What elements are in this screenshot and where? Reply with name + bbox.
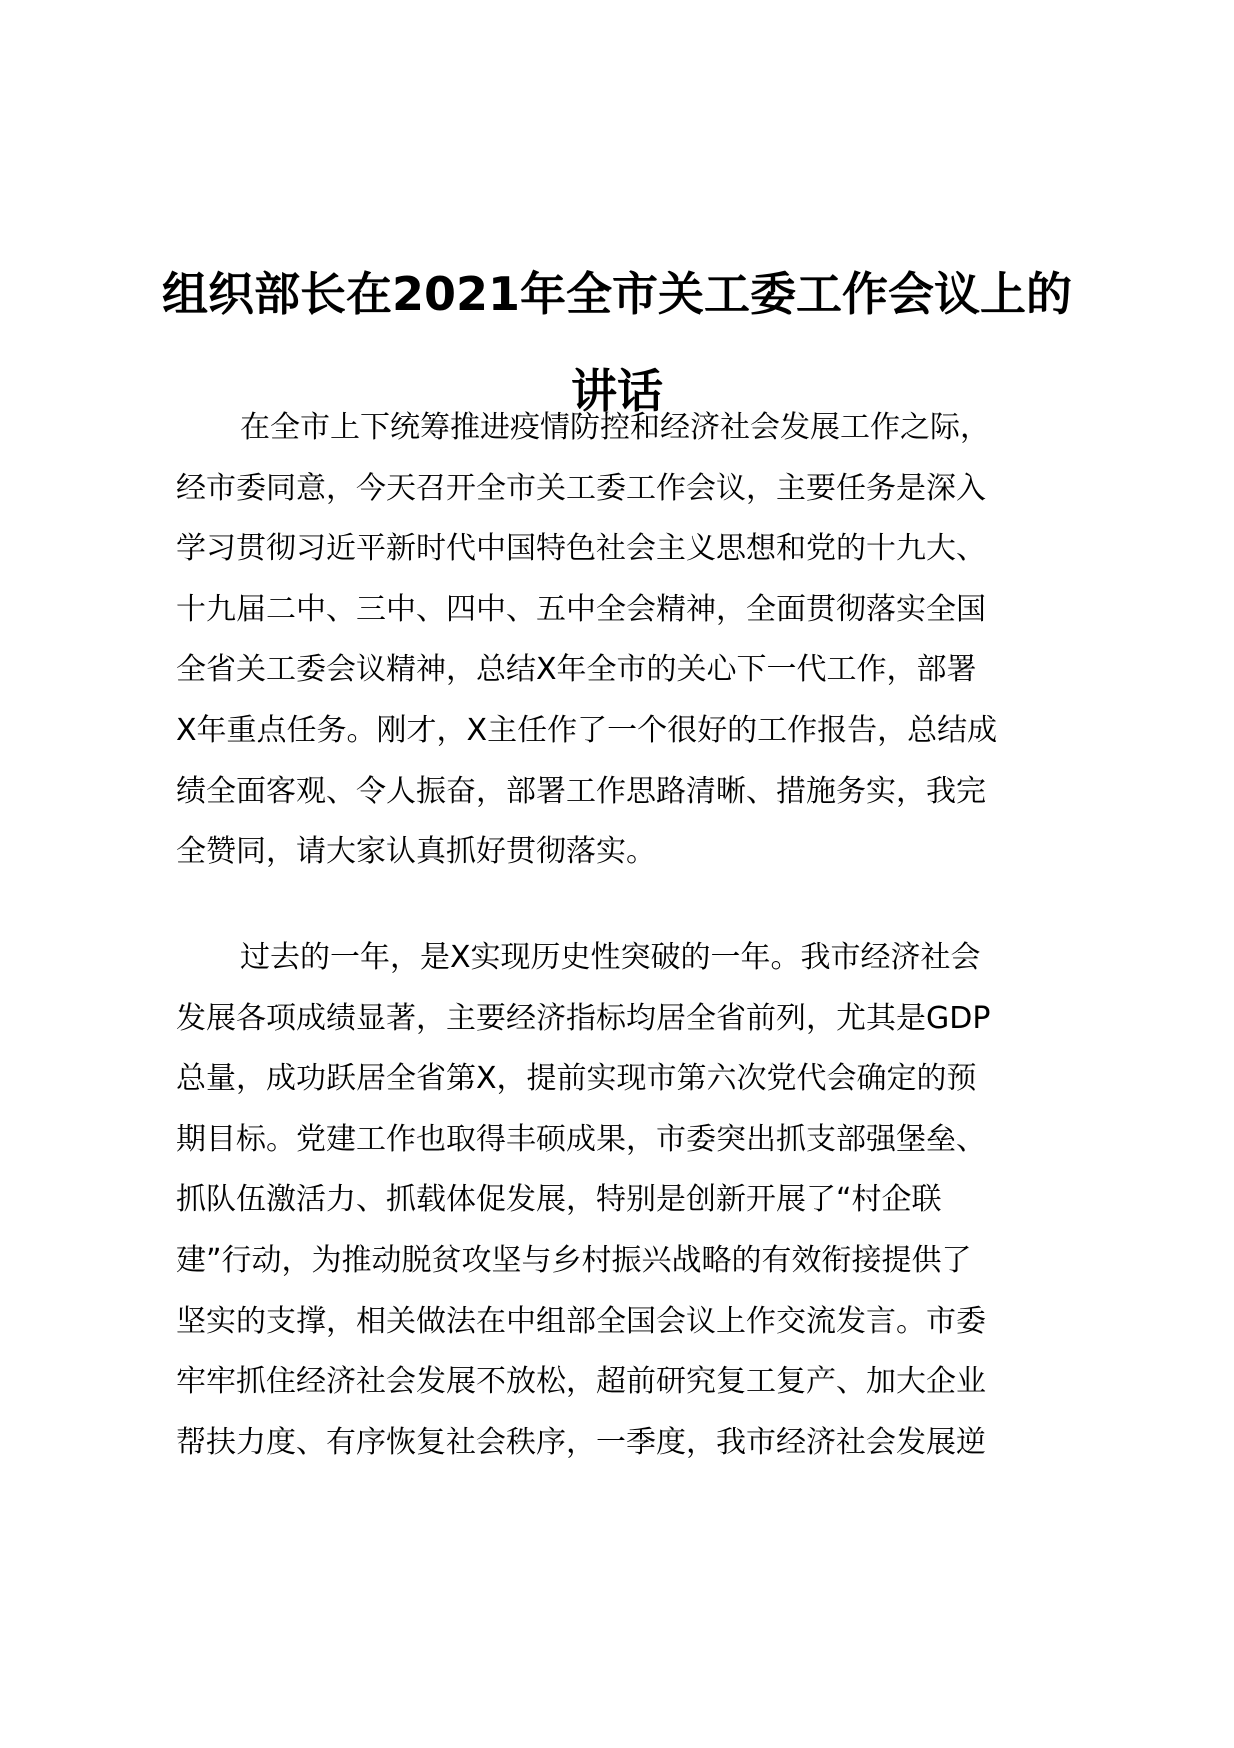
paragraph-1-line-7: 绩全面客观、令人振奋，部署工作思路清晰、措施务实，我完 — [176, 773, 986, 809]
paragraph-2-line-2: 发展各项成绩显著，主要经济指标均居全省前列，尤其是GDP — [176, 1000, 991, 1036]
paragraph-2-line-1: 过去的一年，是X实现历史性突破的一年。我市经济社会 — [240, 940, 981, 975]
paragraph-1-line-8: 全赞同，请大家认真抓好贯彻落实。 — [176, 834, 656, 870]
paragraph-1-line-3: 学习贯彻习近平新时代中国特色社会主义思想和党的十九大、 — [176, 531, 986, 567]
paragraph-2 — [176, 928, 1086, 1473]
paragraph-2-line-9: 帮扶力度、有序恢复社会秩序，一季度，我市经济社会发展逆 — [176, 1424, 986, 1460]
paragraph-1-line-2: 经市委同意，今天召开全市关工委工作会议，主要任务是深入 — [176, 470, 986, 506]
title-line-1: 组织部长在2021年全市关工委工作会议上的 — [161, 267, 1073, 321]
paragraph-2-line-8: 牢牢抓住经济社会发展不放松，超前研究复工复产、加大企业 — [176, 1364, 986, 1400]
paragraph-2-line-4: 期目标。党建工作也取得丰硕成果，市委突出抓支部强堡垒、 — [176, 1121, 986, 1157]
paragraph-2-line-3: 总量，成功跃居全省第X，提前实现市第六次党代会确定的预 — [176, 1061, 977, 1097]
paragraph-1 — [176, 398, 1086, 883]
paragraph-1-line-5: 全省关工委会议精神，总结X年全市的关心下一代工作，部署 — [176, 652, 977, 688]
paragraph-1-line-4: 十九届二中、三中、四中、五中全会精神，全面贯彻落实全国 — [176, 591, 986, 627]
title-line-2: 讲话 — [571, 364, 663, 418]
paragraph-1-line-1: 在全市上下统筹推进疫情防控和经济社会发展工作之际， — [240, 410, 990, 445]
paragraph-2-line-7: 坚实的支撑，相关做法在中组部全国会议上作交流发言。市委 — [176, 1303, 986, 1339]
paragraph-2-line-5: 抓队伍激活力、抓载体促发展，特别是创新开展了“村企联 — [176, 1182, 942, 1218]
paragraph-1-line-6: X年重点任务。刚才，X主任作了一个很好的工作报告，总结成 — [176, 712, 998, 748]
paragraph-2-line-6: 建”行动，为推动脱贫攻坚与乡村振兴战略的有效衔接提供了 — [176, 1242, 972, 1278]
